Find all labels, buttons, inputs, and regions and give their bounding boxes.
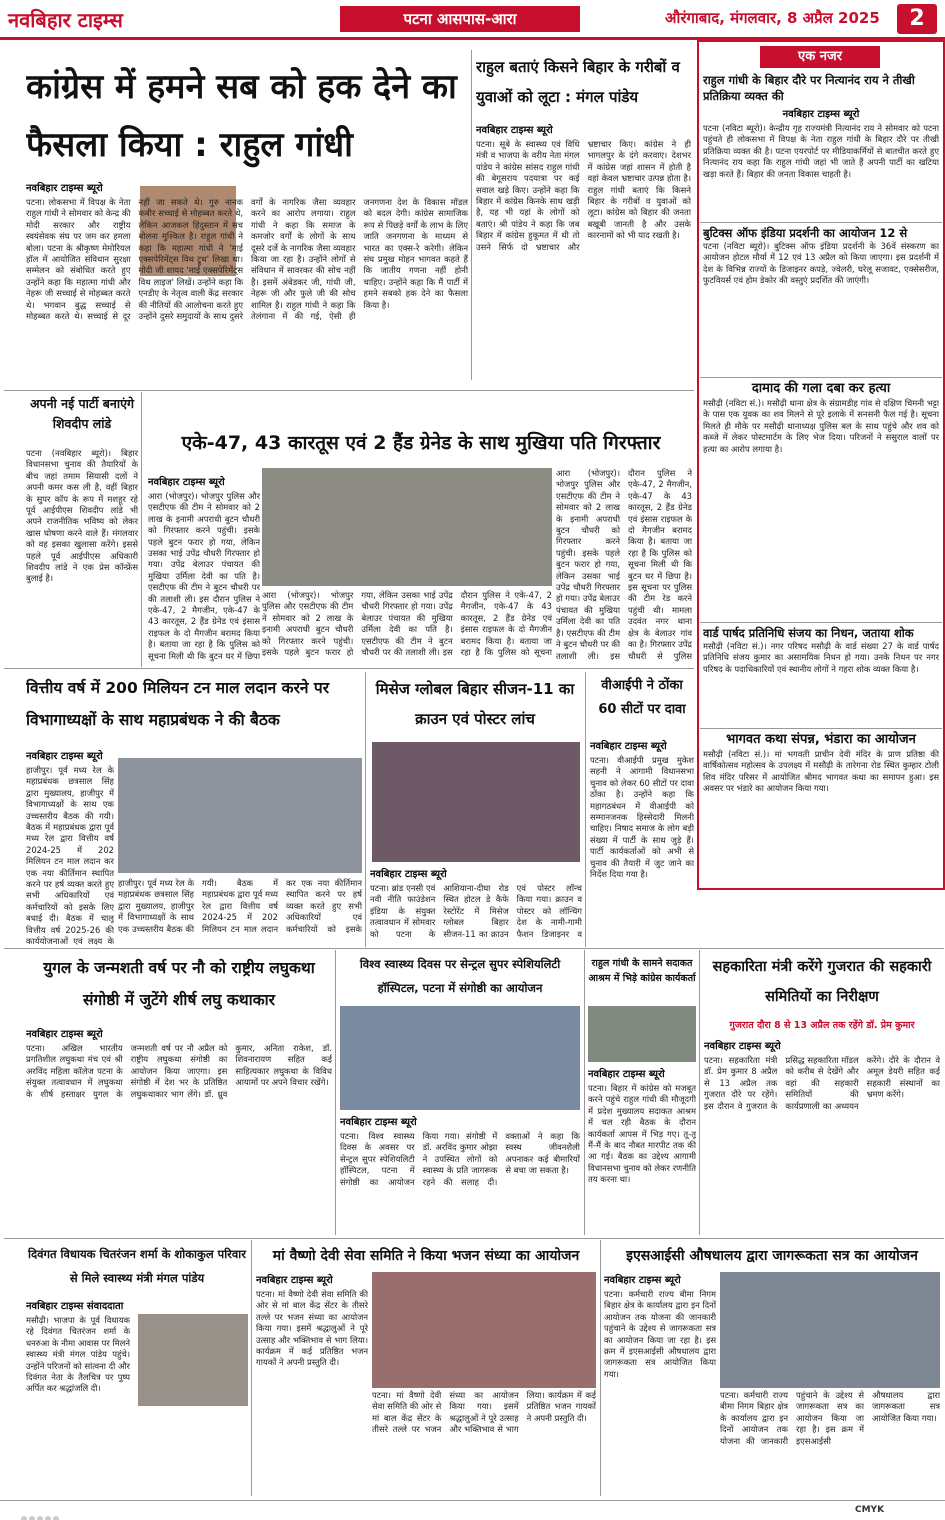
damad-body: मसौढ़ी (नविटा सं.)। मसौढ़ी थाना क्षेत्र के संग्रामडीह गांव से दक्षिण चिमनी भट्टा के पास एक युवक का शव मिलने से पूरे इलाके में सनसनी फैल गई है। सूचना मिलते ही मौके पर मसौढ़ी थानाध्यक्ष पुलिस बल के साथ पहुंचे और शव को कब्जे में लेकर पोस्टमार्टम के लिए भेज दिया। परिजनों ने ससुराल वालों पर हत्या का आरोप लगाया है।: [703, 398, 939, 454]
bhagwat-body: मसौढ़ी (नविटा सं.)। मां भगवती प्राचीन देवी मंदिर के प्राण प्रतिष्ठा की वार्षिकोत्सव महोत्सव के उपलक्ष्य में मसौढ़ी के तारेगना रोड स्थित कुम्हार टोली शिव मंदिर परिसर में आयोजित श्रीमद भागवत कथा का समापन हुआ। इस अवसर पर भंडारे का आयोजन किया गया।: [703, 749, 939, 794]
vaishno-article-b: [372, 1390, 596, 1496]
lead-article: [26, 178, 468, 388]
chitranjan-article: [26, 1296, 248, 1496]
masthead: [0, 0, 945, 40]
railway-meeting-photo: [118, 758, 362, 873]
mangal-pandey-body: पटना। सूबे के स्वास्थ्य एवं विधि मंत्री व भाजपा के वरीय नेता मंगल पांडेय ने कांग्रेस सांसद राहुल गांधी की बेगूसराय पदयात्रा पर कई सवाल खड़े किए। उन्होंने कहा कि बिहार में कांग्रेस किनके साथ खड़ी है, यह भी यहां के लोगों को बताएं। श्री पांडेय ने कहा कि जब बिहार में कांग्रेस हुकूमत में थी तो उसने सिर्फ दो भ्रष्टाचार और भ्रष्टाचार किए। कांग्रेस ने ही भागलपुर के दंगे करवाए। देशभर में कांग्रेस जहां शासन में होती है वहां केवल भ्रष्टाचार उत्पन्न होता है। राहुल गांधी बताएं कि किसने बिहार के गरीबों व युवाओं को लूटा। कांग्रेस को बिहार की जनता बखूबी जानती है और उसके कारनामों को भी याद रखती है।: [476, 139, 691, 252]
vittiya-article-a: [26, 746, 114, 946]
misses-body: पटना। ब्रांड एनसी एवं नवी नीति फाउंडेशन इंडिया के संयुक्त तत्वावधान में सोमवार को पटना के आशियाना-दीघा रोड स्थित होटल डे कैफे रेस्टोरेंट में मिसेज ग्लोबल बिहार सीजन-11 का क्राउन एवं पोस्टर लॉन्च किया गया। क्राउन व पोस्टर को लॉन्चिंग देश के नामी-गामी फैशन डिजाइनर व: [370, 883, 582, 939]
misses-photo: [372, 742, 580, 862]
vip-body: पटना। वीआईपी प्रमुख मुकेश सहनी ने आगामी विधानसभा चुनाव को लेकर 60 सीटों पर दावा ठोंका है। उन्होंने कहा कि महागठबंधन में वीआईपी को सम्मानजनक हिस्सेदारी मिलनी चाहिए। निषाद समाज के लोग बड़ी संख्या में पार्टी के साथ जुड़े हैं। पार्टी कार्यकर्ताओं को अभी से चुनाव की तैयारी में जुट जाने का निर्देश दिया गया है।: [590, 755, 694, 880]
chitranjan-headline: दिवंगत विधायक चितरंजन शर्मा के शोकाकुल परिवार से मिले स्वास्थ्य मंत्री मंगल पांडेय: [28, 1247, 246, 1285]
vip-article: [590, 736, 694, 946]
rahul-ashram-byline: नवबिहार टाइम्स ब्यूरो: [588, 1069, 665, 1080]
rahul-ashram-body: पटना। बिहार में कांग्रेस को मजबूत करने पहुंचे राहुल गांधी की मौजूदगी में प्रदेश मुख्यालय सदाकत आश्रम में चल रही बैठक के दौरान कार्यकर्ता आपस में भिड़ गए। तू-तू मैं-मैं के बाद नौबत मारपीट तक की आ गई। बैठक का उद्देश्य आगामी विधानसभा चुनाव को लेकर रणनीति तय करना था।: [588, 1083, 696, 1185]
apni-party-body: पटना (नवबिहार ब्यूरो)। बिहार विधानसभा चुनाव की तैयारियों के बीच जहां तमाम सियासी दलों ने अपनी कमर कस ली है, वहीं बिहार के सुपर कॉप के रूप में मशहूर रहे पूर्व आईपीएस शिवदीप लांडे भी अपने राजनीतिक भविष्य को लेकर खास घोषणा करने वाले हैं। मंगलवार को वह इसका खुलासा करेंगे। इससे पहले पूर्व आईपीएस अधिकारी शिवदीप लांडे ने एक प्रेस कॉन्फ्रेंस बुलाई है।: [26, 448, 138, 584]
sahkarita-article: [704, 1036, 940, 1234]
sadakat-ashram-photo: [588, 1006, 696, 1062]
ak47-body-a: आरा (भोजपुर)। भोजपुर पुलिस और एसटीएफ की टीम ने सोमवार को 2 लाख के इनामी अपराधी बुटन चौधरी को गिरफ्तार करने पहुंची। इसके पहले बुटन फरार हो गया, लेकिन उसका भाई उपेंद्र चौधरी गिरफ्तार हो गया। उपेंद्र बेलाउर पंचायत की मुखिया उर्मिला देवी का पति है। एसटीएफ की टीम ने बुटन चौधरी पर की तलाशी ली। इस दौरान पुलिस ने एके-47, 2 मैगजीन, एके-47 के 43 कारतूस, 2 हैंड ग्रेनेड एवं इंसास राइफल के दो मैगजीन बरामद किया है। बताया जा रहा है कि पुलिस को सूचना मिली थी कि बुटन घर में छिपा: [148, 491, 260, 661]
esic-photo: [720, 1272, 940, 1388]
apni-party-article: [26, 448, 138, 668]
sanjay-headline: वार्ड पार्षद प्रतिनिधि संजय का निधन, जताया शोक: [703, 626, 914, 640]
ek-nazar-item-2: [703, 225, 939, 375]
bhajan-sandhya-photo: [372, 1272, 596, 1388]
vittiya-body-b: हाजीपुर। पूर्व मध्य रेल के महाप्रबंधक छत्रसाल सिंह द्वारा मुख्यालय, हाजीपुर में विभागाध्यक्षों के साथ एक उच्चस्तरीय बैठक की गयी। बैठक में महाप्रबंधक द्वारा पूर्व मध्य रेल द्वारा वित्तीय वर्ष 2024-25 में 202 मिलियन टन माल लदान कर एक नया कीर्तिमान स्थापित करने पर हर्ष व्यक्त करते हुए सभी अधिकारियों एवं कर्मचारियों को इसके: [118, 878, 362, 934]
vaishno-article: [256, 1270, 368, 1496]
paper-name: नवबिहार टाइम्स: [8, 8, 123, 32]
chitranjan-photo: [138, 1314, 248, 1406]
mangal-pandey-headline: राहुल बताएं किसने बिहार के गरीबों व युवाओं को लूटा : मंगल पांडेय: [476, 58, 680, 106]
vip-headline: वीआईपी ने ठोंका 60 सीटों पर दावा: [598, 678, 686, 717]
nityanand-headline: राहुल गांधी के बिहार दौरे पर नित्यानंद राय ने तीखी प्रतिक्रिया व्यक्त की: [703, 73, 915, 103]
mangal-pandey-byline: नवबिहार टाइम्स ब्यूरो: [476, 125, 553, 136]
sahkarita-body: पटना। सहकारिता मंत्री डॉ. प्रेम कुमार 8 अप्रैल से 13 अप्रैल तक गुजरात दौरे पर रहेंगे। इस दौरान वे गुजरात के प्रसिद्ध सहकारिता मॉडल को करीब से देखेंगे और वहां की सहकारी समितियों की कार्यप्रणाली का अध्ययन करेंगे। दौरे के दौरान वे अमूल डेयरी सहित कई सहकारी संस्थानों का भ्रमण करेंगे।: [704, 1055, 940, 1111]
weapons-photo: [262, 468, 552, 586]
section-name: पटना आसपास-आरा: [340, 6, 580, 32]
misses-article: [370, 864, 582, 946]
swasthya-article: [340, 1112, 580, 1234]
ak47-article-c: [556, 468, 692, 666]
esic-article-b: [720, 1390, 940, 1496]
esic-byline: नवबिहार टाइम्स ब्यूरो: [604, 1275, 681, 1286]
mangal-pandey-article: [476, 120, 691, 388]
swasthya-byline: नवबिहार टाइम्स ब्यूरो: [340, 1117, 417, 1128]
vaishno-headline: मां वैष्णो देवी सेवा समिति ने किया भजन संध्या का आयोजन: [272, 1248, 580, 1264]
ek-nazar-item-1: [703, 72, 939, 222]
page-number: 2: [897, 4, 937, 34]
footer: [0, 1500, 945, 1520]
lead-byline: नवबिहार टाइम्स ब्यूरो: [26, 183, 103, 194]
lead-headline: कांग्रेस में हमने सब को हक देने का फैसला किया : राहुल गांधी: [26, 67, 457, 165]
sahkarita-subhead: गुजरात दौरा 8 से 13 अप्रैल तक रहेंगे डॉ. प्रेम कुमार: [729, 1020, 915, 1031]
ak47-article-a: [148, 472, 260, 662]
sahkarita-byline: नवबिहार टाइम्स ब्यूरो: [704, 1041, 781, 1052]
chitranjan-body: मसौढ़ी। भाजपा के पूर्व विधायक रहे दिवंगत चितरंजन शर्मा के धनरुआ के नीमा आवास पर मिलने स्वास्थ्य मंत्री मंगल पांडेय पहुंचे। उन्होंने परिजनों को सांत्वना दी और दिवंगत नेता के तैलचित्र पर पुष्प अर्पित कर श्रद्धांजलि दी।: [26, 1315, 130, 1394]
ek-nazar-item-3: [703, 380, 939, 620]
ak47-headline: एके-47, 43 कारतूस एवं 2 हैंड ग्रेनेड के साथ मुखिया पति गिरफ्तार: [181, 432, 661, 454]
yugal-article: [26, 1024, 332, 1234]
sahkarita-headline: सहकारिता मंत्री करेंगे गुजरात की सहकारी समितियों का निरीक्षण: [712, 959, 932, 1005]
rahul-ashram-article: [588, 1064, 696, 1234]
cmyk-tag: CMYK: [855, 1505, 885, 1515]
misses-headline: मिसेज ग्लोबल बिहार सीजन-11 का क्राउन एवं पोस्टर लांच: [375, 680, 575, 728]
vaishno-byline: नवबिहार टाइम्स ब्यूरो: [256, 1275, 333, 1286]
esic-article: [604, 1270, 716, 1496]
damad-headline: दामाद की गला दबा कर हत्या: [751, 381, 891, 396]
vittiya-byline: नवबिहार टाइम्स ब्यूरो: [26, 751, 103, 762]
nityanand-byline: नवबिहार टाइम्स ब्यूरो: [782, 109, 860, 120]
rahul-ashram-headline: राहुल गांधी के सामने सदाकत आश्रम में भिड़े कांग्रेस कार्यकर्ता: [588, 958, 696, 984]
yugal-headline: युगल के जन्मशती वर्ष पर नौ को राष्ट्रीय लघुकथा संगोष्ठी में जुटेंगे शीर्ष लघु कथाकार: [43, 959, 315, 1009]
misses-byline: नवबिहार टाइम्स ब्यूरो: [370, 869, 447, 880]
yugal-byline: नवबिहार टाइम्स ब्यूरो: [26, 1029, 103, 1040]
lead-body: पटना। लोकसभा में विपक्ष के नेता राहुल गांधी ने सोमवार को केन्द्र की मोदी सरकार और राष्ट्रीय स्वयंसेवक संघ पर जम कर हमला बोला। पटना के श्रीकृष्ण मेमोरियल हॉल में आयोजित संविधान सुरक्षा सम्मेलन को संबोधित करते हुए उन्होंने कहा कि महात्मा गांधी और नेहरू जी सच्चाई से मोहब्बत करते थे। भगवान बुद्ध सच्चाई से मोहब्बत करते थे। सच्चाई से दूर नहीं जा सकते थे। गुरु नानक कबीर सच्चाई से मोहब्बत करते थे, लेकिन आजकल हिंदुस्तान में सच बोलना मुश्किल है। राहुल गांधी ने कहा कि महात्मा गांधी ने 'माई एक्सपेरिमेंट्स विथ ट्रूथ' लिखा था। मोदी जी शायद 'माई एक्सपेरिमेंट्स विथ लाइज' लिखें। उन्होंने कहा कि एनडीए के नेतृत्व वाली केंद्र सरकार की नीतियों की आलोचना करते हुए उन्होंने दुसरे समुदायों के साथ दुसरे वर्गों के नागरिक जैसा व्यवहार करने का आरोप लगाया। राहुल गांधी ने कहा कि समाज के कमजोर वर्गों के लोगों के साथ दूसरे दर्जे के नागरिक जैसा व्यवहार किया जा रहा है। उन्होंने लोगों से संविधान में सावरकर की सोच नहीं है। इसमें अंबेडकर जी, गांधी जी, नेहरू जी और फुले जी की सोच शामिल है। राहुल गांधी ने कहा कि तेलंगाना में की गई, ऐसी ही जनगणना देश के विकास मॉडल को बदल देगी। कांग्रेस सामाजिक रूप से पिछड़े वर्गों के लाभ के लिए जाति जनगणना के माध्यम से भारत का एक्स-रे करेगी। लेकिन संघ प्रमुख मोहन भागवत कहते हैं कि जातीय गणना नहीं होनी चाहिए। उन्होंने कहा कि मैं पार्टी में हमने सबको हक देने का फैसला किया है।: [26, 197, 468, 322]
chitranjan-byline: नवबिहार टाइम्स संवाददाता: [26, 1301, 124, 1312]
ek-nazar-title: एक नजर: [760, 46, 880, 68]
yugal-body: पटना। अखिल भारतीय प्रगतिशील लघुकथा मंच एवं श्री अरविंद महिला कॉलेज पटना के संयुक्त तत्वावधान में लघुकथा के शीर्ष हस्ताक्षर युगल के जन्मशती वर्ष पर नौ अप्रैल को राष्ट्रीय लघुकथा संगोष्ठी का आयोजन किया जाएगा। इस संगोष्ठी में देश भर के प्रतिष्ठित लघुकथाकार भाग लेंगे। डॉ. ध्रुव कुमार, अनिता राकेश, डॉ. शिवनारायण सहित कई साहित्यकार लघुकथा के विविध आयामों पर अपने विचार रखेंगे।: [26, 1043, 332, 1099]
ak47-byline: नवबिहार टाइम्स ब्यूरो: [148, 477, 225, 488]
nityanand-body: पटना (नविटा ब्यूरो)। केन्द्रीय गृह राज्यमंत्री नित्यानंद राय ने सोमवार को पटना पहुंचते ही लोकसभा में विपक्ष के नेता राहुल गांधी के बिहार दौरे पर तीखी प्रतिक्रिया व्यक्त की है। पटना एयरपोर्ट पर मीडियाकर्मियों से बातचीत करते हुए नित्यानंद राय कहा कि राहुल गांधी जहां भी जाते हैं अपनी पार्टी का खटिया खड़ा करते हैं। बिहार की जनता विकास चाहती है।: [703, 123, 939, 179]
vip-byline: नवबिहार टाइम्स ब्यूरो: [590, 741, 667, 752]
vittiya-body-a: हाजीपुर। पूर्व मध्य रेल के महाप्रबंधक छत्रसाल सिंह द्वारा मुख्यालय, हाजीपुर में विभागाध्यक्षों के साथ एक उच्चस्तरीय बैठक की गयी। बैठक में महाप्रबंधक द्वारा पूर्व मध्य रेल द्वारा वित्तीय वर्ष 2024-25 में 202 मिलियन टन माल लदान कर एक नया कीर्तिमान स्थापित करने पर हर्ष व्यक्त करते हुए सभी अधिकारियों एवं कर्मचारियों को इसके लिए बधाई दी। बैठक में चालू वित्तीय वर्ष 2025-26 की कार्ययोजनाओं एवं लक्ष्य के: [26, 765, 114, 946]
esic-body-b: पटना। कर्मचारी राज्य बीमा निगम बिहार क्षेत्र के कार्यालय द्वारा इन दिनों आयोजन तक योजना की जानकारी पहुंचाने के उद्देश्य से जागरूकता सत्र का आयोजन किया जा रहा है। इस क्रम में इएसआईसी औषधालय द्वारा जागरूकता सत्र आयोजित किया गया।: [720, 1390, 940, 1446]
boutiques-headline: बुटिक्स ऑफ इंडिया प्रदर्शनी का आयोजन 12 से: [703, 226, 908, 240]
hospital-seminar-photo: [340, 1006, 580, 1110]
ak47-body-c: आरा (भोजपुर)। भोजपुर पुलिस और एसटीएफ की टीम ने सोमवार को 2 लाख के इनामी अपराधी बुटन चौधरी को गिरफ्तार करने पहुंची। इसके पहले बुटन फरार हो गया, लेकिन उसका भाई उपेंद्र चौधरी गिरफ्तार हो गया। उपेंद्र बेलाउर पंचायत की मुखिया उर्मिला देवी का पति है। एसटीएफ की टीम ने बुटन चौधरी पर की तलाशी ली। इस दौरान पुलिस ने एके-47, 2 मैगजीन, एके-47 के 43 कारतूस, 2 हैंड ग्रेनेड एवं इंसास राइफल के दो मैगजीन बरामद किया है। बताया जा रहा है कि पुलिस को सूचना मिली थी कि बुटन घर में छिपा है। इस सूचना पर पुलिस की टीम रेड करने पहुंची थी। मामला उदवंत नगर थाना क्षेत्र के बेलाउर गांव का है। गिरफ्तार उपेंद्र चौधरी से पुलिस: [556, 468, 692, 661]
swasthya-headline: विश्व स्वास्थ्य दिवस पर सेन्ट्रल सुपर स्पेशियलिटी हॉस्पिटल, पटना में संगोष्ठी का आयोजन: [359, 957, 561, 995]
vittiya-article-b: [118, 878, 362, 946]
date-line: औरंगाबाद, मंगलवार, 8 अप्रैल 2025: [665, 9, 880, 27]
ek-nazar-item-5: [703, 731, 939, 886]
esic-headline: इएसआईसी औषधालय द्वारा जागरूकता सत्र का आयोजन: [626, 1248, 918, 1264]
esic-body: पटना। कर्मचारी राज्य बीमा निगम बिहार क्षेत्र के कार्यालय द्वारा इन दिनों आयोजन तक योजना की जानकारी पहुंचाने के उद्देश्य से जागरूकता सत्र का आयोजन किया जा रहा है। इस क्रम में इएसआईसी औषधालय द्वारा जागरूकता सत्र आयोजित किया गया।: [604, 1289, 716, 1379]
registration-marks: [20, 1507, 60, 1520]
apni-party-headline: अपनी नई पार्टी बनाएंगे शिवदीप लांडे: [29, 396, 135, 431]
bhagwat-headline: भागवत कथा संपन्न, भंडारा का आयोजन: [726, 732, 916, 747]
vittiya-headline: वित्तीय वर्ष में 200 मिलियन टन माल लदान करने पर विभागाध्यक्षों के साथ महाप्रबंधक ने की बैठक: [26, 679, 330, 729]
vaishno-body: पटना। मां वैष्णो देवी सेवा समिति की ओर से मां बाल केंद्र सेंटर के तीसरे तल्ले पर भजन संध्या का आयोजन किया गया। इसमें श्रद्धालुओं ने पूरे उत्साह और भक्तिभाव से भाग लिया। कार्यक्रम में कई प्रतिष्ठित भजन गायकों ने अपनी प्रस्तुति दी।: [256, 1289, 368, 1368]
vaishno-body-b: पटना। मां वैष्णो देवी सेवा समिति की ओर से मां बाल केंद्र सेंटर के तीसरे तल्ले पर भजन संध्या का आयोजन किया गया। इसमें श्रद्धालुओं ने पूरे उत्साह और भक्तिभाव से भाग लिया। कार्यक्रम में कई प्रतिष्ठित भजन गायकों ने अपनी प्रस्तुति दी।: [372, 1390, 596, 1435]
sanjay-body: मसौढ़ी (नविटा सं.)। नगर परिषद मसौढ़ी के वार्ड संख्या 27 के वार्ड पार्षद प्रतिनिधि संजय कुमार का असामयिक निधन हो गया। उनके निधन पर नगर परिषद के पदाधिकारियों एवं स्थानीय लोगों ने गहरा शोक व्यक्त किया है।: [703, 641, 939, 674]
ak47-article-b: [262, 590, 552, 665]
swasthya-body: पटना। विश्व स्वास्थ्य दिवस के अवसर पर सेन्ट्रल सुपर स्पेशियलिटी हॉस्पिटल, पटना में संगोष्ठी का आयोजन किया गया। संगोष्ठी में डॉ. अरविंद कुमार ओझा ने उपस्थित लोगों को स्वास्थ्य के प्रति जागरूक रहने की सलाह दी। वक्ताओं ने कहा कि स्वस्थ जीवनशैली अपनाकर कई बीमारियों से बचा जा सकता है।: [340, 1131, 580, 1187]
boutiques-body: पटना (नविटा ब्यूरो)। बुटिक्स ऑफ इंडिया प्रदर्शनी के 36वें संस्करण का आयोजन होटल मौर्या में 12 एवं 13 अप्रैल को किया जाएगा। इस प्रदर्शनी में देश के विभिन्न राज्यों के डिजाइनर कपड़े, ज्वेलरी, घरेलू सजावट, एक्सेसरीज, फुटवियर्स एवं होम डेकोर की वस्तुएं प्रदर्शित की जाएंगी।: [703, 241, 939, 286]
ak47-body-b: आरा (भोजपुर)। भोजपुर पुलिस और एसटीएफ की टीम ने सोमवार को 2 लाख के इनामी अपराधी बुटन चौधरी को गिरफ्तार करने पहुंची। इसके पहले बुटन फरार हो गया, लेकिन उसका भाई उपेंद्र चौधरी गिरफ्तार हो गया। उपेंद्र बेलाउर पंचायत की मुखिया उर्मिला देवी का पति है। एसटीएफ की टीम ने बुटन चौधरी पर की तलाशी ली। इस दौरान पुलिस ने एके-47, 2 मैगजीन, एके-47 के 43 कारतूस, 2 हैंड ग्रेनेड एवं इंसास राइफल के दो मैगजीन बरामद किया है। बताया जा रहा है कि पुलिस को सूचना: [262, 590, 552, 658]
ek-nazar-item-4: [703, 625, 939, 725]
